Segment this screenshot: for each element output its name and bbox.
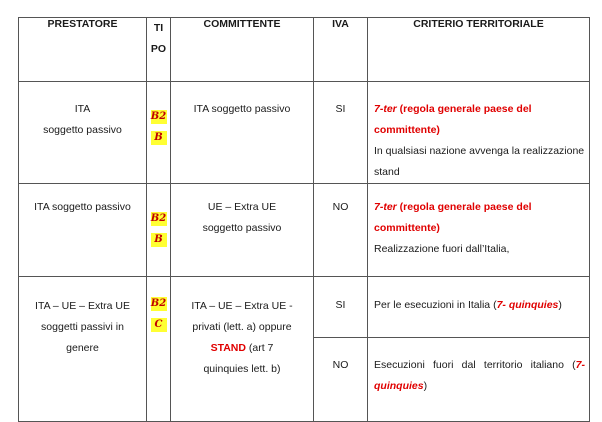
header-criterio: CRITERIO TERRITORIALE	[368, 18, 590, 82]
header-prestatore: PRESTATORE	[19, 18, 147, 82]
row2-committente-line1: UE – Extra UE	[207, 201, 277, 213]
header-row	[19, 18, 590, 82]
row3-criterio-si-article: 7- quinquies	[496, 299, 559, 311]
header-tipo-line1: TI	[153, 22, 164, 34]
table-row	[19, 82, 590, 184]
row2-criterio-article: 7-ter	[374, 201, 397, 213]
row2-criterio	[368, 184, 590, 277]
table-row	[19, 277, 590, 338]
row1-criterio-article: 7-ter	[374, 103, 397, 115]
row3-criterio-no-close: )	[423, 380, 428, 392]
row3-criterio-si-text: Per le esecuzioni in Italia (	[374, 299, 497, 311]
row1-criterio	[368, 82, 590, 184]
row2-criterio-rule: (regola generale paese del committente)	[374, 201, 532, 234]
row3-criterio-no-article2: quinquies	[374, 380, 424, 392]
row3-prestatore	[19, 277, 147, 422]
row3-iva-no: NO	[314, 338, 368, 422]
row3-tipo-line1: B2	[150, 298, 167, 309]
row3-iva-si: SI	[314, 277, 368, 338]
row1-committente: ITA soggetto passivo	[171, 82, 314, 184]
row3-committente-line4: quinquies lett. b)	[203, 363, 281, 375]
row3-committente-line1: ITA – UE – Extra UE -	[191, 300, 293, 312]
row3-committente	[171, 277, 314, 422]
table-row	[19, 184, 590, 277]
row2-iva: NO	[314, 184, 368, 277]
header-committente: COMMITTENTE	[171, 18, 314, 82]
header-tipo-line2: PO	[150, 43, 167, 55]
row2-committente	[171, 184, 314, 277]
row3-prestatore-line2: soggetti passivi in	[41, 321, 124, 333]
row2-tipo-line2: B	[151, 233, 167, 247]
row1-prestatore-line1: ITA	[74, 103, 91, 115]
row2-tipo-line1: B2	[150, 213, 167, 224]
row3-criterio-no-article1: 7-	[575, 359, 585, 371]
row1-iva: SI	[314, 82, 368, 184]
row3-prestatore-line3: genere	[66, 342, 99, 354]
criteria-table	[18, 17, 590, 422]
row1-tipo	[147, 82, 171, 184]
row3-criterio-si	[368, 277, 590, 338]
row1-prestatore	[19, 82, 147, 184]
row1-criterio-line2: In qualsiasi nazione avvenga la realizzazione	[374, 145, 585, 157]
row3-tipo-line2: C	[151, 318, 167, 332]
row3-committente-stand: STAND	[210, 342, 246, 354]
row2-committente-line2: soggetto passivo	[202, 222, 282, 234]
header-tipo	[147, 18, 171, 82]
row2-prestatore: ITA soggetto passivo	[19, 184, 147, 277]
row3-tipo-badge	[151, 297, 167, 339]
row3-committente-line2: privati (lett. a) oppure	[192, 321, 292, 333]
row2-tipo	[147, 184, 171, 277]
row1-criterio-rule: (regola generale paese del committente)	[374, 103, 532, 136]
row1-tipo-line1: B2	[150, 111, 167, 122]
row1-tipo-line2: B	[151, 131, 167, 145]
row3-tipo	[147, 277, 171, 422]
row2-criterio-line2: Realizzazione fuori dall’Italia,	[374, 243, 510, 255]
row1-criterio-line3: stand	[374, 166, 400, 178]
row3-prestatore-line1: ITA – UE – Extra UE	[35, 300, 130, 312]
row1-tipo-badge	[151, 110, 167, 152]
row2-tipo-badge	[151, 212, 167, 254]
row3-criterio-si-close: )	[558, 299, 562, 311]
header-iva: IVA	[314, 18, 368, 82]
row3-criterio-no-text: Esecuzioni fuori dal territorio italiano (	[374, 359, 576, 371]
row1-prestatore-line2: soggetto passivo	[43, 124, 122, 136]
row3-committente-line3-rest: (art 7	[245, 342, 274, 354]
